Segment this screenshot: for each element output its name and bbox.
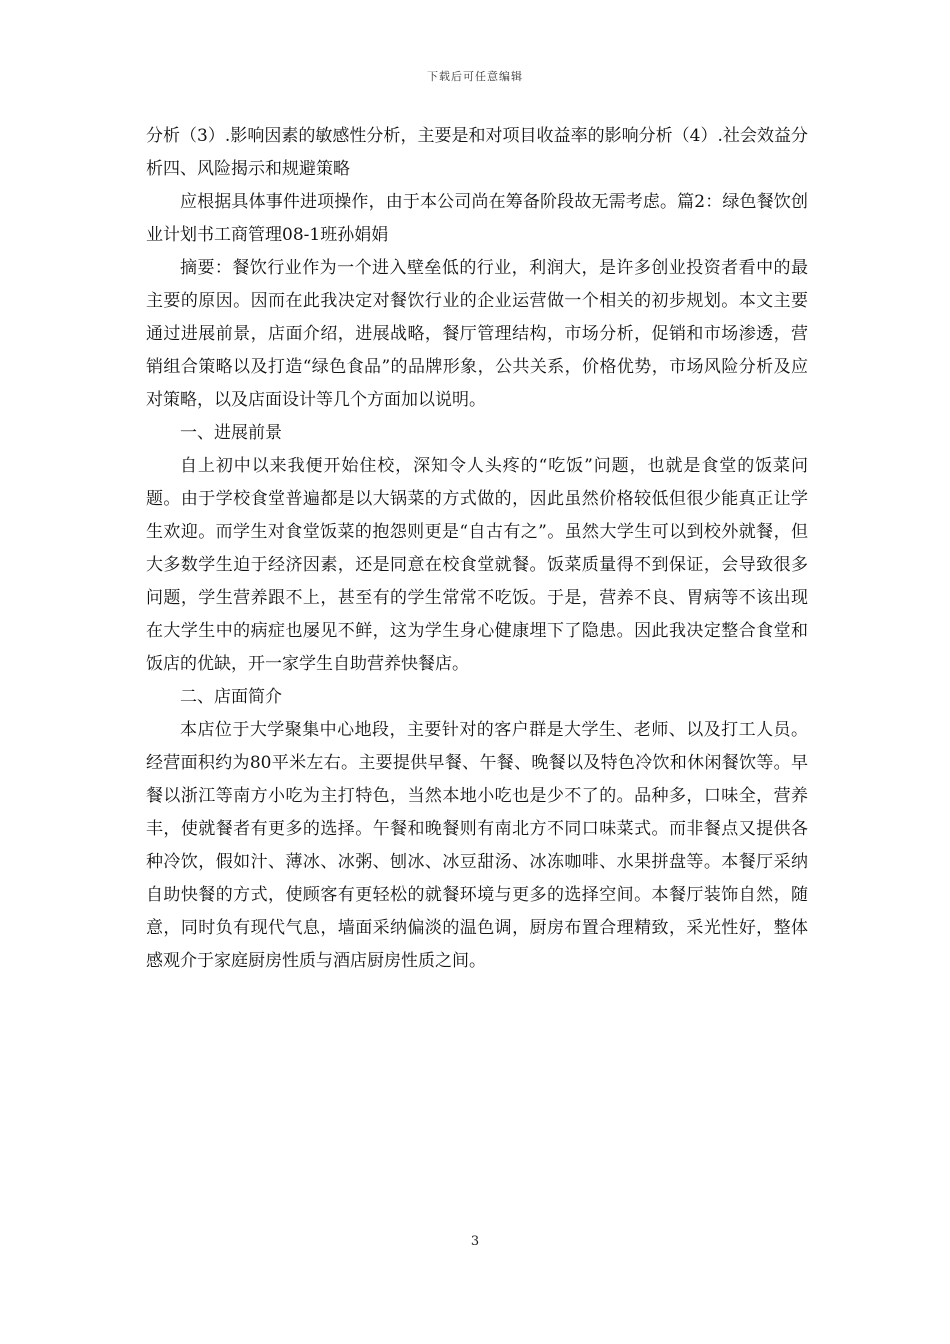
page-header: 下载后可任意编辑	[427, 70, 523, 83]
paragraph-store-intro: 本店位于大学聚集中心地段，主要针对的客户群是大学生、老师、以及打工人员。经营面积约为80平米左右。主要提供早餐、午餐、晚餐以及特色冷饮和休闲餐饮等。早餐以浙江等南方小吃为主打特色，当然本地小吃也是少不了的。品种多，口味全，营养丰，使就餐者有更多的选择。午餐和晚餐则有南北方不同口味菜式。而非餐点又提供各种冷饮，假如汁、薄冰、冰粥、刨冰、冰豆甜汤、冰冻咖啡、水果拼盘等。本餐厅采纳自助快餐的方式，使顾客有更轻松的就餐环境与更多的选择空间。本餐厅装饰自然，随意，同时负有现代气息，墙面采纳偏淡的温色调，厨房布置合理精致，采光性好，整体感观介于家庭厨房性质与酒店厨房性质之间。	[146, 720, 808, 971]
paragraph-prospects: 自上初中以来我便开始住校，深知令人头疼的“吃饭”问题，也就是食堂的饭菜问题。由于学校食堂普遍都是以大锅菜的方式做的，因此虽然价格较低但很少能真正让学生欢迎。而学生对食堂饭菜的抱怨则更是“自古有之”。虽然大学生可以到校外就餐，但大多数学生迫于经济因素，还是同意在校食堂就餐。饭菜质量得不到保证，会导致很多问题，学生营养跟不上，甚至有的学生常常不吃饭。于是，营养不良、胃病等不该出现在大学生中的病症也屡见不鲜，这为学生身心健康埋下了隐患。因此我决定整合食堂和饭店的优缺，开一家学生自助营养快餐店。	[146, 456, 808, 674]
paragraph-continuation: 分析（3）.影响因素的敏感性分析，主要是和对项目收益率的影响分析（4）.社会效益分析四、风险揭示和规避策略	[146, 126, 808, 179]
paragraph-risk-note: 应根据具体事件进项操作，由于本公司尚在筹备阶段故无需考虑。篇2：绿色餐饮创业计划书工商管理08-1班孙娟娟	[146, 192, 808, 245]
document-body	[146, 120, 808, 978]
page-number: 3	[470, 1234, 480, 1249]
section-heading-store-intro: 二、店面简介	[180, 687, 282, 707]
section-heading-prospects: 一、进展前景	[180, 423, 282, 443]
paragraph-abstract: 摘要：餐饮行业作为一个进入壁垒低的行业，利润大，是许多创业投资者看中的最主要的原因。因而在此我决定对餐饮行业的企业运营做一个相关的初步规划。本文主要通过进展前景，店面介绍，进展战略，餐厅管理结构，市场分析，促销和市场渗透，营销组合策略以及打造“绿色食品”的品牌形象，公共关系，价格优势，市场风险分析及应对策略，以及店面设计等几个方面加以说明。	[146, 258, 808, 410]
